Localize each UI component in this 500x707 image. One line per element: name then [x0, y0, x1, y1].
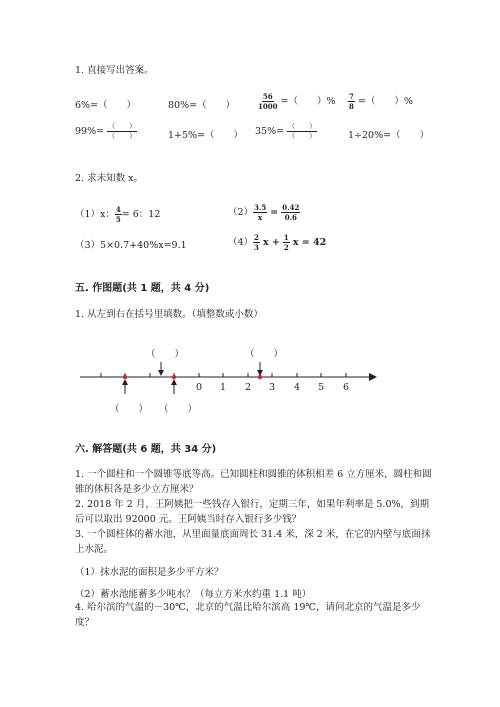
item-6-percent: 6%=（ ） — [75, 100, 137, 111]
down-arrow-icon — [158, 362, 164, 376]
item-56-over-1000: $\frac{56}{1000}$ =（ ）% — [258, 92, 336, 111]
part1-heading: 1. 直接写出答案。 — [75, 65, 154, 76]
marker-point — [123, 375, 127, 379]
question-2: 2. 2018 年 2 月，王阿姨把一些钱存入银行，定期三年，如果年利率是 5.0%，到期后可以取出 92000 元。王阿姨当时存入银行多少钱？ — [75, 499, 430, 525]
section6-title: 六. 解答题(共 6 题，共 34 分) — [75, 444, 217, 455]
tick-label-6: 6 — [342, 382, 350, 393]
answer-paren-top-2: （ ） — [245, 349, 284, 360]
question-4: 4. 哈尔滨的气温的－30℃，北京的气温比哈尔滨高 19℃，请问北京的气温是多少度？ — [75, 602, 421, 628]
tick-label-2: 2 — [244, 382, 252, 393]
equation-4: （4） $\frac{2}{3}$ x + $\frac{1}{2}$ x = 42 — [228, 233, 327, 252]
answer-paren-top-1: （ ） — [146, 349, 185, 360]
number-line-ticks — [101, 373, 346, 377]
up-arrow-icon — [122, 379, 128, 394]
answer-paren-bottom-1: （ ） — [110, 404, 149, 415]
answer-paren-bottom-2: （ ） — [159, 404, 198, 415]
item-1-plus-5-percent: 1+5%=（ ） — [168, 130, 244, 141]
up-arrow-icon — [171, 379, 177, 394]
item-80-percent: 80%=（ ） — [168, 100, 236, 111]
down-arrow-icon — [257, 362, 263, 376]
item-7-over-8: $\frac{7}{8}$ =（ ）% — [349, 92, 413, 111]
number-line-arrowhead — [369, 373, 377, 381]
section5-question-1: 1. 从左到右在括号里填数。（填整数或小数） — [75, 309, 263, 320]
equation-1: （1）x： $\frac{4}{5}$ = 6：12 — [75, 205, 161, 224]
tick-label-1: 1 — [219, 382, 227, 393]
item-99-percent: 99%= $\frac{( )}{( )}$ — [75, 122, 137, 140]
marker-point — [172, 375, 176, 379]
question-3-part-2: （2）蓄水池能蓄多少吨水？（每立方米水约重 1.1 吨） — [75, 589, 312, 600]
item-1-div-20-percent: 1÷20%=（ ） — [348, 130, 430, 141]
tick-label-0: 0 — [195, 382, 203, 393]
equation-2: （2） $\frac{3.5}{x}$ = $\frac{0.42}{0.6}$ — [228, 203, 300, 222]
tick-label-3: 3 — [268, 382, 276, 393]
question-1: 1. 一个圆柱和一个圆锥等底等高。已知圆柱和圆锥的体积相差 6 立方厘米，圆柱和圆锥的体积各是多少立方厘米？ — [75, 469, 432, 495]
tick-label-4: 4 — [293, 382, 301, 393]
tick-label-5: 5 — [317, 382, 325, 393]
item-35-percent: 35%= $\frac{( )}{( )}$ — [255, 122, 317, 140]
question-3: 3. 一个圆柱体的蓄水池，从里面量底面周长 31.4 米，深 2 米，在它的内壁与底面抹上水泥。 — [75, 529, 431, 555]
equation-3: （3）5×0.7+40%x=9.1 — [75, 240, 187, 251]
question-3-part-1: （1）抹水泥的面积是多少平方米？ — [75, 567, 224, 578]
section5-title: 五. 作图题(共 1 题，共 4 分) — [75, 283, 210, 294]
part2-heading: 2. 求未知数 x。 — [75, 173, 143, 184]
